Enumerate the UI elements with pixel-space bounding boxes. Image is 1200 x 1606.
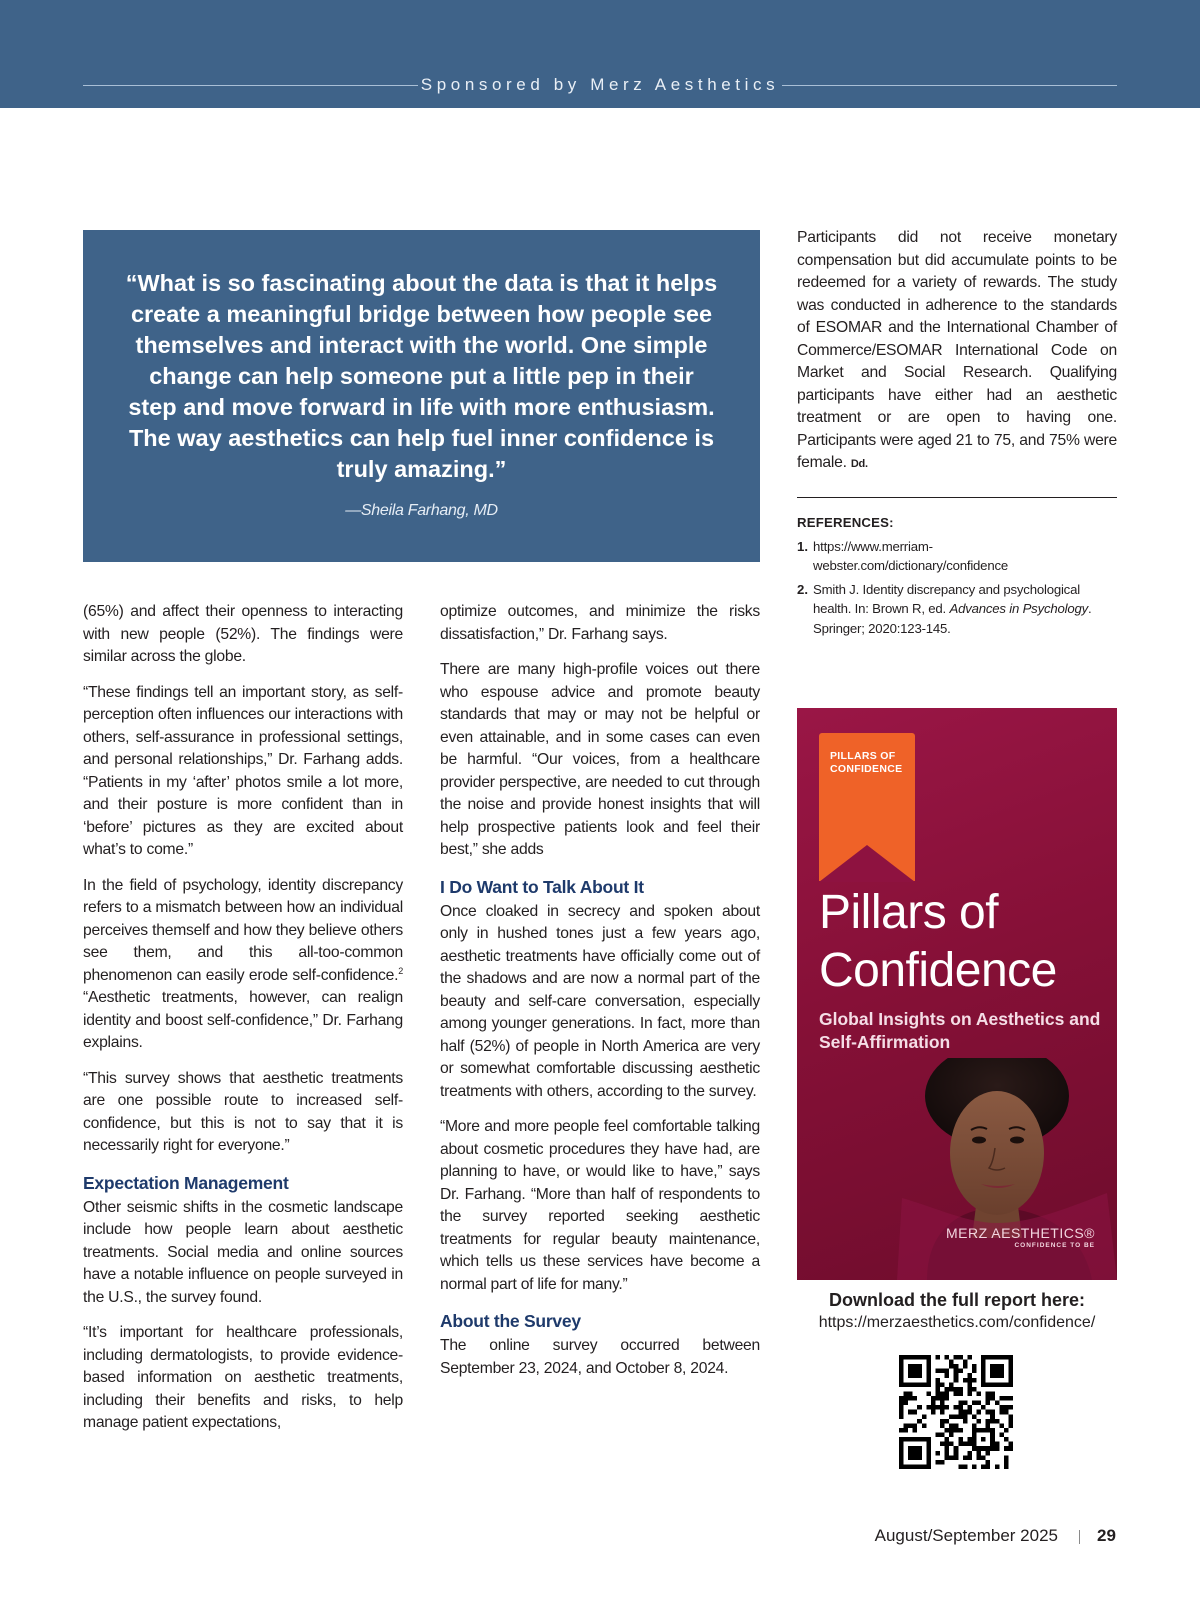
brand-tagline: CONFIDENCE TO BE <box>1014 1242 1095 1249</box>
citation-superscript: 2 <box>398 965 403 976</box>
article-column-3 <box>797 227 1117 489</box>
banner-rule-right <box>782 85 1117 86</box>
references-divider <box>797 497 1117 498</box>
reference-text-part: . Springer; 2020:123-145. <box>813 601 1092 636</box>
article-column-2 <box>440 601 760 1393</box>
paragraph-text: “Aesthetic treatments, however, can realign identity and boost self-confidence,” Dr. Farhang explains. <box>83 989 403 1051</box>
paragraph: “It’s important for healthcare professionals, including dermatologists, to provide evidence-based information on aesthetic treatments, including their benefits and risks, to help manage patient expectations, <box>83 1324 403 1431</box>
page-number: 29 <box>1097 1526 1116 1545</box>
pull-quote-author: —Sheila Farhang, MD <box>345 502 498 519</box>
article-column-1 <box>83 601 403 1448</box>
issue-date: August/September 2025 <box>874 1526 1058 1545</box>
paragraph-text: In the field of psychology, identity discrepancy refers to a mismatch between how an individual perceives themself and how they believe others see them, and this all-too-common phenomenon can easily erode self-confidence. <box>83 876 403 984</box>
end-mark: Dd. <box>850 458 868 470</box>
paragraph: optimize outcomes, and minimize the risks dissatisfaction,” Dr. Farhang says. <box>440 603 760 643</box>
download-link[interactable]: https://merzaesthetics.com/confidence/ <box>818 1314 1096 1331</box>
reference-text <box>813 580 1119 639</box>
reference-number: 2. <box>797 581 808 597</box>
paragraph: “This survey shows that aesthetic treatments are one possible route to increased self-confidence, but this is not to say that it is necessarily right for everyone.” <box>83 1069 403 1154</box>
paragraph: (65%) and affect their openness to interacting with new people (52%). The findings were similar across the globe. <box>83 603 403 665</box>
paragraph: Once cloaked in secrecy and spoken about only in hushed tones just a few years ago, aesthetic treatments have officially come out of the shadows and are now a normal part of the beauty and self-care conversation, especially among younger generations. In fact, more than half (52%) of people in North America are very or somewhat comfortable discussing aesthetic treatments with others, according to the survey. <box>440 902 760 1100</box>
references-title: REFERENCES: <box>797 515 894 530</box>
section-heading-talk: I Do Want to Talk About It <box>440 876 644 897</box>
reference-number: 1. <box>797 538 808 554</box>
footer-divider <box>1079 1530 1080 1544</box>
section-heading-expectation: Expectation Management <box>83 1172 289 1193</box>
bookmark-notch <box>819 845 915 882</box>
sponsor-banner <box>0 0 1200 108</box>
qr-code[interactable] <box>899 1355 1013 1469</box>
references <box>797 513 1119 642</box>
paragraph-text: Participants did not receive monetary compensation but did accumulate points to be redeemed for a variety of rewards. The study was conducted in adherence to the standards of ESOMAR and the International Chamber of Commerce/ESOMAR International Code on Market and Social Research. Qualifying participants have either had an aesthetic treatment or are open to having one. Participants were aged 21 to 75, and 75% were female. <box>797 229 1117 471</box>
cover-tab-label: PILLARS OF CONFIDENCE <box>830 750 903 775</box>
cover-subtitle: Global Insights on Aesthetics and Self-Affirmation <box>819 1009 1101 1052</box>
section-heading-survey: About the Survey <box>440 1311 581 1331</box>
brand-name: MERZ AESTHETICS® <box>946 1225 1095 1241</box>
pull-quote-box <box>83 230 760 562</box>
merz-aesthetics-logo <box>946 1225 1095 1249</box>
sponsor-line: Sponsored by Merz Aesthetics <box>420 75 780 94</box>
reference-journal: Advances in Psychology <box>949 601 1089 616</box>
paragraph: There are many high-profile voices out there who espouse advice and promote beauty standards that may or may not be helpful or even attainable, and in some cases can even be harmful. “Our voices, from a healthcare provider perspective, are needed to cut through the noise and provide honest insights that will help prospective patients look and feel their best,” she adds <box>440 661 760 858</box>
paragraph: “More and more people feel comfortable talking about cosmetic procedures they have had, are planning to have, or would like to have,” says Dr. Farhang. “More than half of respondents to the survey reported seeking aesthetic treatments for regular beauty maintenance, which tells us these services have become a normal part of life for many.” <box>440 1118 760 1293</box>
reference-text-part: Smith J. Identity discrepancy and psychological health. In: Brown R, ed. <box>813 581 1080 616</box>
reference-item <box>797 537 1119 576</box>
reference-link[interactable]: https://www.merriam-webster.com/dictionary/confidence <box>813 538 1008 573</box>
paragraph: Other seismic shifts in the cosmetic landscape include how people learn about aesthetic treatments. Social media and online sources have a notable influence on people surveyed in the U.S., the survey found. <box>83 1198 403 1306</box>
banner-rule-left <box>83 85 418 86</box>
paragraph: “These findings tell an important story, as self-perception often influences our interactions with others, self-assurance in professional settings, and personal relationships,” Dr. Farhang adds. “Patients in my ‘after’ photos smile a lot more, and their posture is more confident than in ‘before’ pictures as they are excited about what’s to come.” <box>83 683 403 858</box>
pull-quote-text: “What is so fascinating about the data is that it helps create a meaningful bridge between how people see themselves and interact with the world. One simple change can help someone put a little pep in their step and move forward in life with more enthusiasm. The way aesthetics can help fuel inner confidence is truly amazing.” <box>125 270 718 482</box>
paragraph <box>83 875 403 1055</box>
report-cover-image[interactable] <box>797 708 1117 1280</box>
reference-item <box>797 580 1119 639</box>
paragraph <box>797 227 1117 476</box>
download-heading: Download the full report here: <box>828 1290 1085 1310</box>
cover-title: Pillars of Confidence <box>819 886 1057 997</box>
paragraph: The online survey occurred between September 23, 2024, and October 8, 2024. <box>440 1337 760 1377</box>
